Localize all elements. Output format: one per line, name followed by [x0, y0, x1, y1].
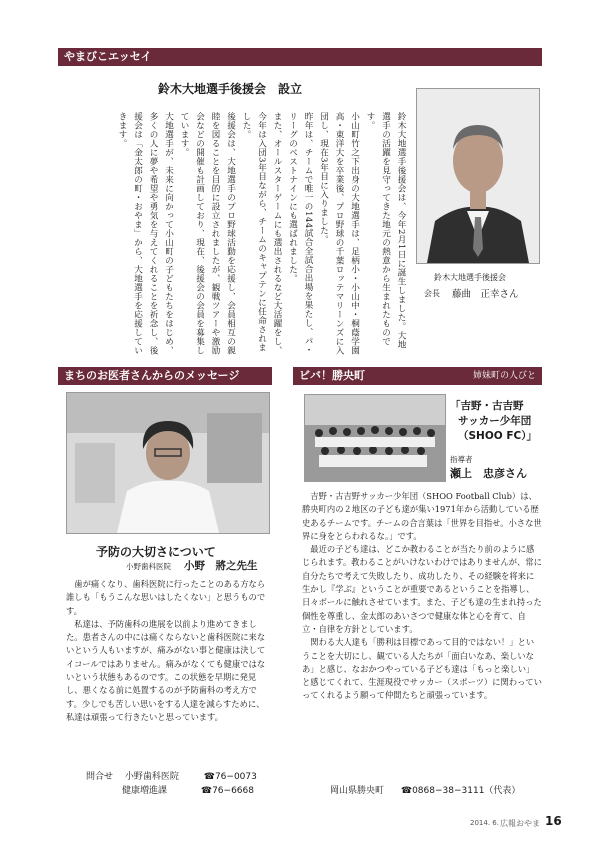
- contact-clinic-name: 小野歯科医院: [124, 772, 179, 782]
- viva-contact-name: 岡山県勝央町: [330, 786, 385, 796]
- footer-publication: 広報おやま: [500, 819, 540, 828]
- essay-body: [68, 112, 408, 356]
- essay-header: やまびこエッセイ: [64, 50, 152, 63]
- doctor-header-bar: [58, 367, 272, 385]
- viva-body: [302, 490, 542, 770]
- footer-page-number: 16: [545, 814, 562, 828]
- doctor-contact-1: [86, 771, 286, 784]
- viva-paragraph: 吉野・古吉野サッカー少年団（SHOO Football Club）は、勝央町内の２地区の子ども達が集い1971年から活動している歴史あるチームです。チームの合言葉は「世界を目指せ。小さな世界に身をとらわれるな。」です。: [302, 491, 542, 541]
- viva-header: ビバ！勝央町: [299, 369, 365, 382]
- viva-contact-tel: ☎0868−38−3111（代表）: [400, 786, 521, 796]
- viva-header-sub: 姉妹町の人びと: [472, 371, 536, 381]
- viva-name: 瀬上 忠彦さん: [450, 467, 527, 480]
- contact-dept-tel: ☎76−6668: [200, 786, 254, 796]
- president-caption-org: 鈴木大地選手後援会: [434, 273, 506, 282]
- team-photo: [304, 394, 446, 482]
- doctor-name: 小野 將之先生: [184, 560, 258, 572]
- contact-clinic-tel: ☎76−0073: [203, 772, 257, 782]
- essay-header-bar: [58, 48, 542, 66]
- doctor-paragraph: 私達は、予防歯科の進展を以前より進めてきました。患者さんの中には痛くならないと歯科医院に来ないという人もいますが、痛みがない事と健康は決してイコールではありません。痛みがなくても健康ではないという状態もあるのです。この状態を早期に発見し、悪くなる前に処置するのが予防歯科の考え方です。少しでも苦しい思いをする人達を減らすために、私達は頑張って行きたいと思っています。: [66, 618, 266, 722]
- viva-title-line: 「吉野・古吉野: [450, 400, 524, 412]
- president-caption-role: 会長: [424, 289, 440, 298]
- essay-title: 鈴木大地選手後援会 設立: [158, 82, 303, 96]
- doctor-photo: [66, 392, 270, 534]
- doctor-title: 予防の大切さについて: [96, 545, 216, 559]
- viva-paragraph: 関わる大人達も「勝利は目標であって目的ではない！」ということを大切にし、観ている人たちが「面白いなあ、楽しいなあ」と感じ、なおかつやっている子ども達は「もっと楽しい」と感じてくれて、生涯現役でサッカー（スポーツ）に関わっていってくれるよう願って仲間たちと頑張っています。: [302, 637, 542, 701]
- doctor-contact-2: [122, 785, 292, 798]
- essay-paragraph: 鈴木大地選手後援会は、今年2月1日に誕生しました。大地選手の活躍を見守ってきた地元の熱意から生まれたものです。: [365, 112, 406, 349]
- president-caption-name: 藤曲 正幸さん: [452, 289, 519, 300]
- essay-paragraph: また、オールスターゲームにも選出されるなど大活躍をし、今年は入団3年目ながら、チームのキャプテンに任命されました。: [241, 112, 282, 355]
- doctor-paragraph: 歯が痛くなり、歯科医院に行ったことのある方なら誰しも「もうこんな思いはしたくない」と思うものです。: [66, 579, 266, 616]
- viva-paragraph: 最近の子ども達は、どこか教わることが当たり前のように感じられます。教わることがいけないわけではありませんが、常に自分たちで考えて失敗したり、成功したり、その経験を将来に生かし『学ぶ』ということが重要であるということを指導し、日々ボールに触れさせています。また、子ども達の生まれ持った個性を尊重し、金太郎のあいさつで健康な体と心を育て、自立・自律を方針としています。: [302, 544, 542, 634]
- contact-label: 問合せ: [86, 772, 114, 782]
- viva-header-bar: [293, 367, 542, 385]
- doctor-clinic: 小野歯科医院: [126, 562, 171, 571]
- essay-paragraph: 大地選手が、未来に向かって小山町の子どもたちをはじめ、多くの人に夢や希望や勇気を与えてくれることを祈念し、後援会は「金太郎の町・おやま」から、大地選手を応援していきます。: [117, 112, 174, 355]
- contact-dept-name: 健康増進課: [122, 786, 168, 796]
- viva-contact: [330, 785, 542, 798]
- president-photo: [416, 88, 540, 264]
- viva-title-line: （SHOO FC）」: [458, 430, 537, 442]
- doctor-header: まちのお医者さんからのメッセージ: [64, 369, 240, 382]
- viva-title-line: サッカー少年団: [458, 415, 532, 427]
- doctor-body: [66, 578, 270, 748]
- footer-date: 2014. 6.: [470, 819, 499, 827]
- essay-paragraph: 後援会は、大地選手のプロ野球活動を応援し、会員相互の親睦を図ることを目的に設立されましたが、観戦ツアーや激励会などの開催も計画しており、現在、後援会の会員を募集しています。: [179, 112, 236, 355]
- essay-paragraph: 小山町竹之下出身の大地選手は、足柄小・小山中・桐蔭学園高・東洋大を卒業後、プロ野球の千葉ロッテマリーンズに入団し、現在3年目に入りました。: [318, 112, 360, 355]
- essay-paragraph: 昨年は、チームで唯一の144試合全試合出場を果たし、パ・リーグのベストナインにも選ばれました。: [287, 112, 313, 355]
- viva-role: 指導者: [450, 455, 473, 464]
- viva-title: [450, 399, 537, 444]
